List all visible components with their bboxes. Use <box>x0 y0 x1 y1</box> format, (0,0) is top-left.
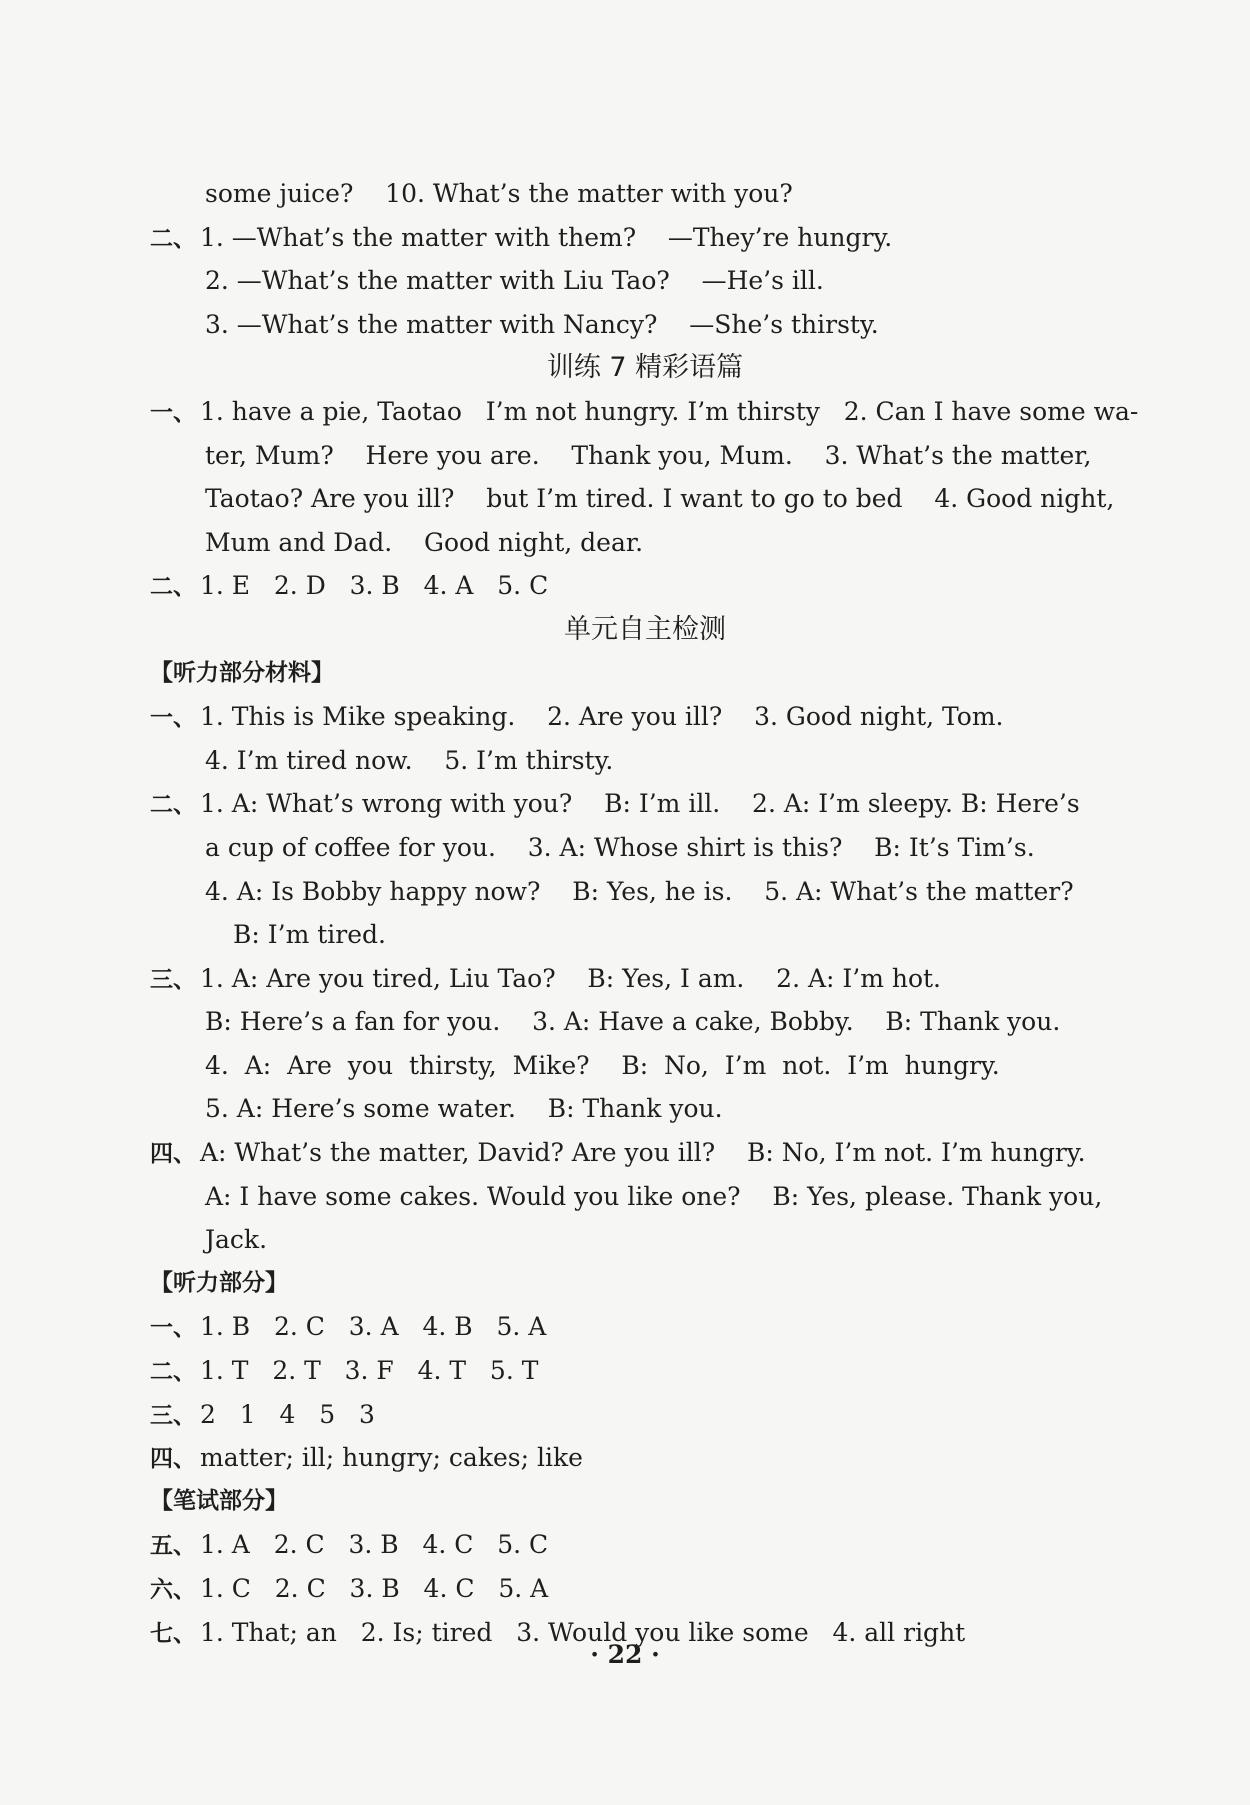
text-line: Jack. <box>205 1225 268 1255</box>
listening-material-header: 【听力部分材料】 <box>150 659 334 686</box>
text-line: Taotao? Are you ill? but I’m tired. I want to go to bed 4. Good night, <box>205 484 1115 514</box>
unit-title: 单元自主检测 <box>564 613 726 645</box>
written-header: 【笔试部分】 <box>150 1487 288 1514</box>
text-line: 二、 1. T 2. T 3. F 4. T 5. T <box>150 1356 539 1386</box>
text-line: 一、 1. This is Mike speaking. 2. Are you ill? 3. Good night, Tom. <box>150 702 1004 732</box>
text-line: 2. —What’s the matter with Liu Tao? —He’s ill. <box>205 266 824 296</box>
section-listening-answers <box>150 1305 1140 1479</box>
text-line: B: I’m tired. <box>233 920 386 950</box>
text-line: ter, Mum? Here you are. Thank you, Mum. 3. What’s the matter, <box>205 440 1092 470</box>
text-line: 一、 1. B 2. C 3. A 4. B 5. A <box>150 1312 547 1342</box>
section-top-lines <box>150 172 1140 346</box>
section-training <box>150 390 1140 608</box>
page-number: · 22 · <box>590 1640 660 1669</box>
text-line: 一、 1. have a pie, Taotao I’m not hungry. I’m thirsty 2. Can I have some wa- <box>150 396 1139 426</box>
text-line: 四、 matter; ill; hungry; cakes; like <box>150 1443 583 1473</box>
text-line: 三、 1. A: Are you tired, Liu Tao? B: Yes, I am. 2. A: I’m hot. <box>150 963 942 993</box>
text-line: 二、 1. A: What’s wrong with you? B: I’m ill. 2. A: I’m sleepy. B: Here’s <box>150 789 1080 819</box>
listening-header: 【听力部分】 <box>150 1269 288 1296</box>
text-line: 3. —What’s the matter with Nancy? —She’s thirsty. <box>205 309 879 339</box>
text-line: 七、 1. That; an 2. Is; tired 3. Would you like some 4. all right <box>150 1617 966 1647</box>
text-line: 5. A: Here’s some water. B: Thank you. <box>205 1094 723 1124</box>
text-line: 六、 1. C 2. C 3. B 4. C 5. A <box>150 1574 549 1603</box>
section-listening-material <box>150 695 1140 1262</box>
text-line: 4. A: Are you thirsty, Mike? B: No, I’m not. I’m hungry. <box>205 1050 1000 1080</box>
text-line: A: I have some cakes. Would you like one? B: Yes, please. Thank you, <box>205 1181 1103 1211</box>
text-line: 三、 2 1 4 5 3 <box>150 1399 375 1429</box>
page-content <box>150 172 1140 1654</box>
text-line: B: Here’s a fan for you. 3. A: Have a cake, Bobby. B: Thank you. <box>205 1007 1061 1037</box>
text-line: 五、 1. A 2. C 3. B 4. C 5. C <box>150 1530 549 1560</box>
text-line: 四、 A: What’s the matter, David? Are you ill? B: No, I’m not. I’m hungry. <box>150 1138 1086 1168</box>
text-line: 4. I’m tired now. 5. I’m thirsty. <box>205 745 614 775</box>
text-line: Mum and Dad. Good night, dear. <box>205 527 644 557</box>
text-line: 二、 1. —What’s the matter with them? —They’re hungry. <box>150 222 893 252</box>
text-line: 4. A: Is Bobby happy now? B: Yes, he is. 5. A: What’s the matter? <box>205 876 1074 906</box>
section-written-answers <box>150 1523 1140 1654</box>
text-line: a cup of coffee for you. 3. A: Whose shirt is this? B: It’s Tim’s. <box>205 832 1035 862</box>
text-line: 二、 1. E 2. D 3. B 4. A 5. C <box>150 571 549 601</box>
text-line: some juice? 10. What’s the matter with you? <box>205 179 793 208</box>
training-title: 训练 7 精彩语篇 <box>546 352 744 384</box>
